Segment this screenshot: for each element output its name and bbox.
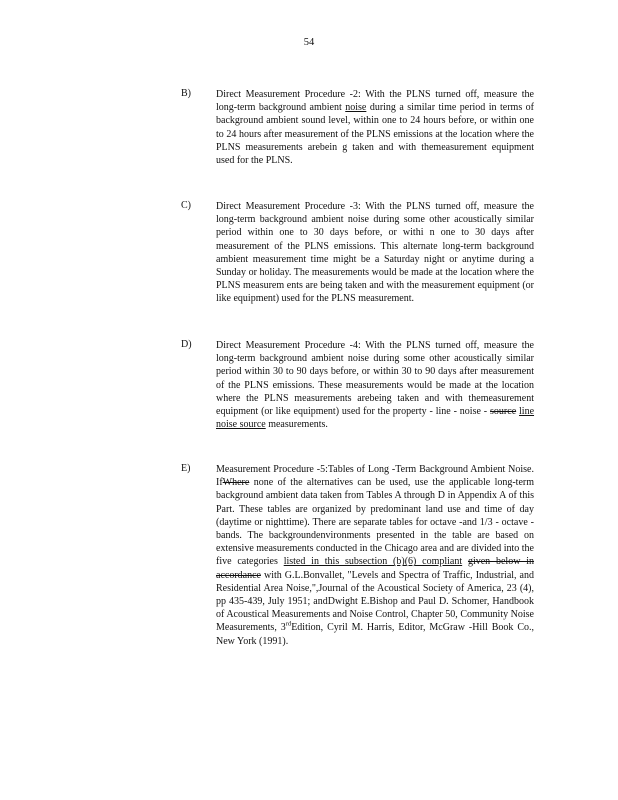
paragraph-text: Direct Measurement Procedure -3: With the PLNS turned off, measure the long-term background ambient noise during some other acoustically similar period within one to 30 days before, or withi n one to 30 days after measurement of the PLNS emissions. This alternate long-term background ambient measurement time might be a Saturday night or anytime during a Sunday or holiday. The measurements would be made at the location where the PLNS measurem ents are being taken and with the measurement equipment (or like equipment) used for the PLNS measurement.: [216, 201, 534, 305]
page-number: 54: [303, 37, 315, 48]
item-label: C): [181, 200, 191, 211]
deleted-text: source: [490, 406, 517, 418]
paragraph-text: Direct Measurement Procedure -4: With the PLNS turned off, measure the long-term background ambient noise during some other acoustically similar period within 30 to 90 days before, or within 30 to 90 days after measurement of the PLNS emissions. These measurements would be made at the location where the PLNS measurements arebeing taken and with themeasurement equipment (or like equipment) used for the property - line - noise - source line noise source measurements.: [216, 340, 535, 431]
deleted-text: given below in accordance: [216, 556, 535, 581]
paragraph-text: Measurement Procedure -5:Tables of Long -Term Background Ambient Noise. IfWhere none of the alternatives can be used, use the applicable long-term background ambient data taken from Tables A through D in Appendix A of this Part. These tables are organized by predominant land use and time of day (daytime or nighttime). There are separate tables for octave -and 1/3 - octave - bands. The backgroundenvironments presented in the table are based on extensive measurements conducted in the Chicago area and are divided into the five categories listed in this subsection (b)(6) compliant given below in accordance with G.L.Bonvallet, "Levels and Spectra of Traffic, Industrial, and Residential Area Noise,",Journal of the Acoustical Society of America, 23 (4), pp 435-439, July 1951; andDwight E.Bishop and Paul D. Schomer, Handbook of Acoustical Measurements and Noise Control, Chapter 50, Community Noise Measurements, 3rdEdition, Cyril M. Harris, Editor, McGraw -Hill Book Co., New York (1991).: [216, 464, 535, 647]
item-label: B): [181, 88, 191, 99]
inserted-text: listed in this subsection (b)(6) compliant: [283, 556, 463, 568]
inserted-text: line noise source: [216, 406, 535, 431]
inserted-text: noise: [345, 102, 367, 114]
superscript: rd: [285, 621, 292, 629]
deleted-text: Where: [222, 477, 250, 489]
paragraph-text: Direct Measurement Procedure -2: With the PLNS turned off, measure the long-term background ambient noise during a similar time period in terms of background ambient sound level, within one to 24 hours before, or within one to 24 hours after measurement of the PLNS emissions at the location where the PLNS measurements arebein g taken and with themeasurement equipment used for the PLNS.: [216, 89, 535, 167]
item-label: D): [181, 339, 192, 350]
item-label: E): [181, 463, 191, 474]
